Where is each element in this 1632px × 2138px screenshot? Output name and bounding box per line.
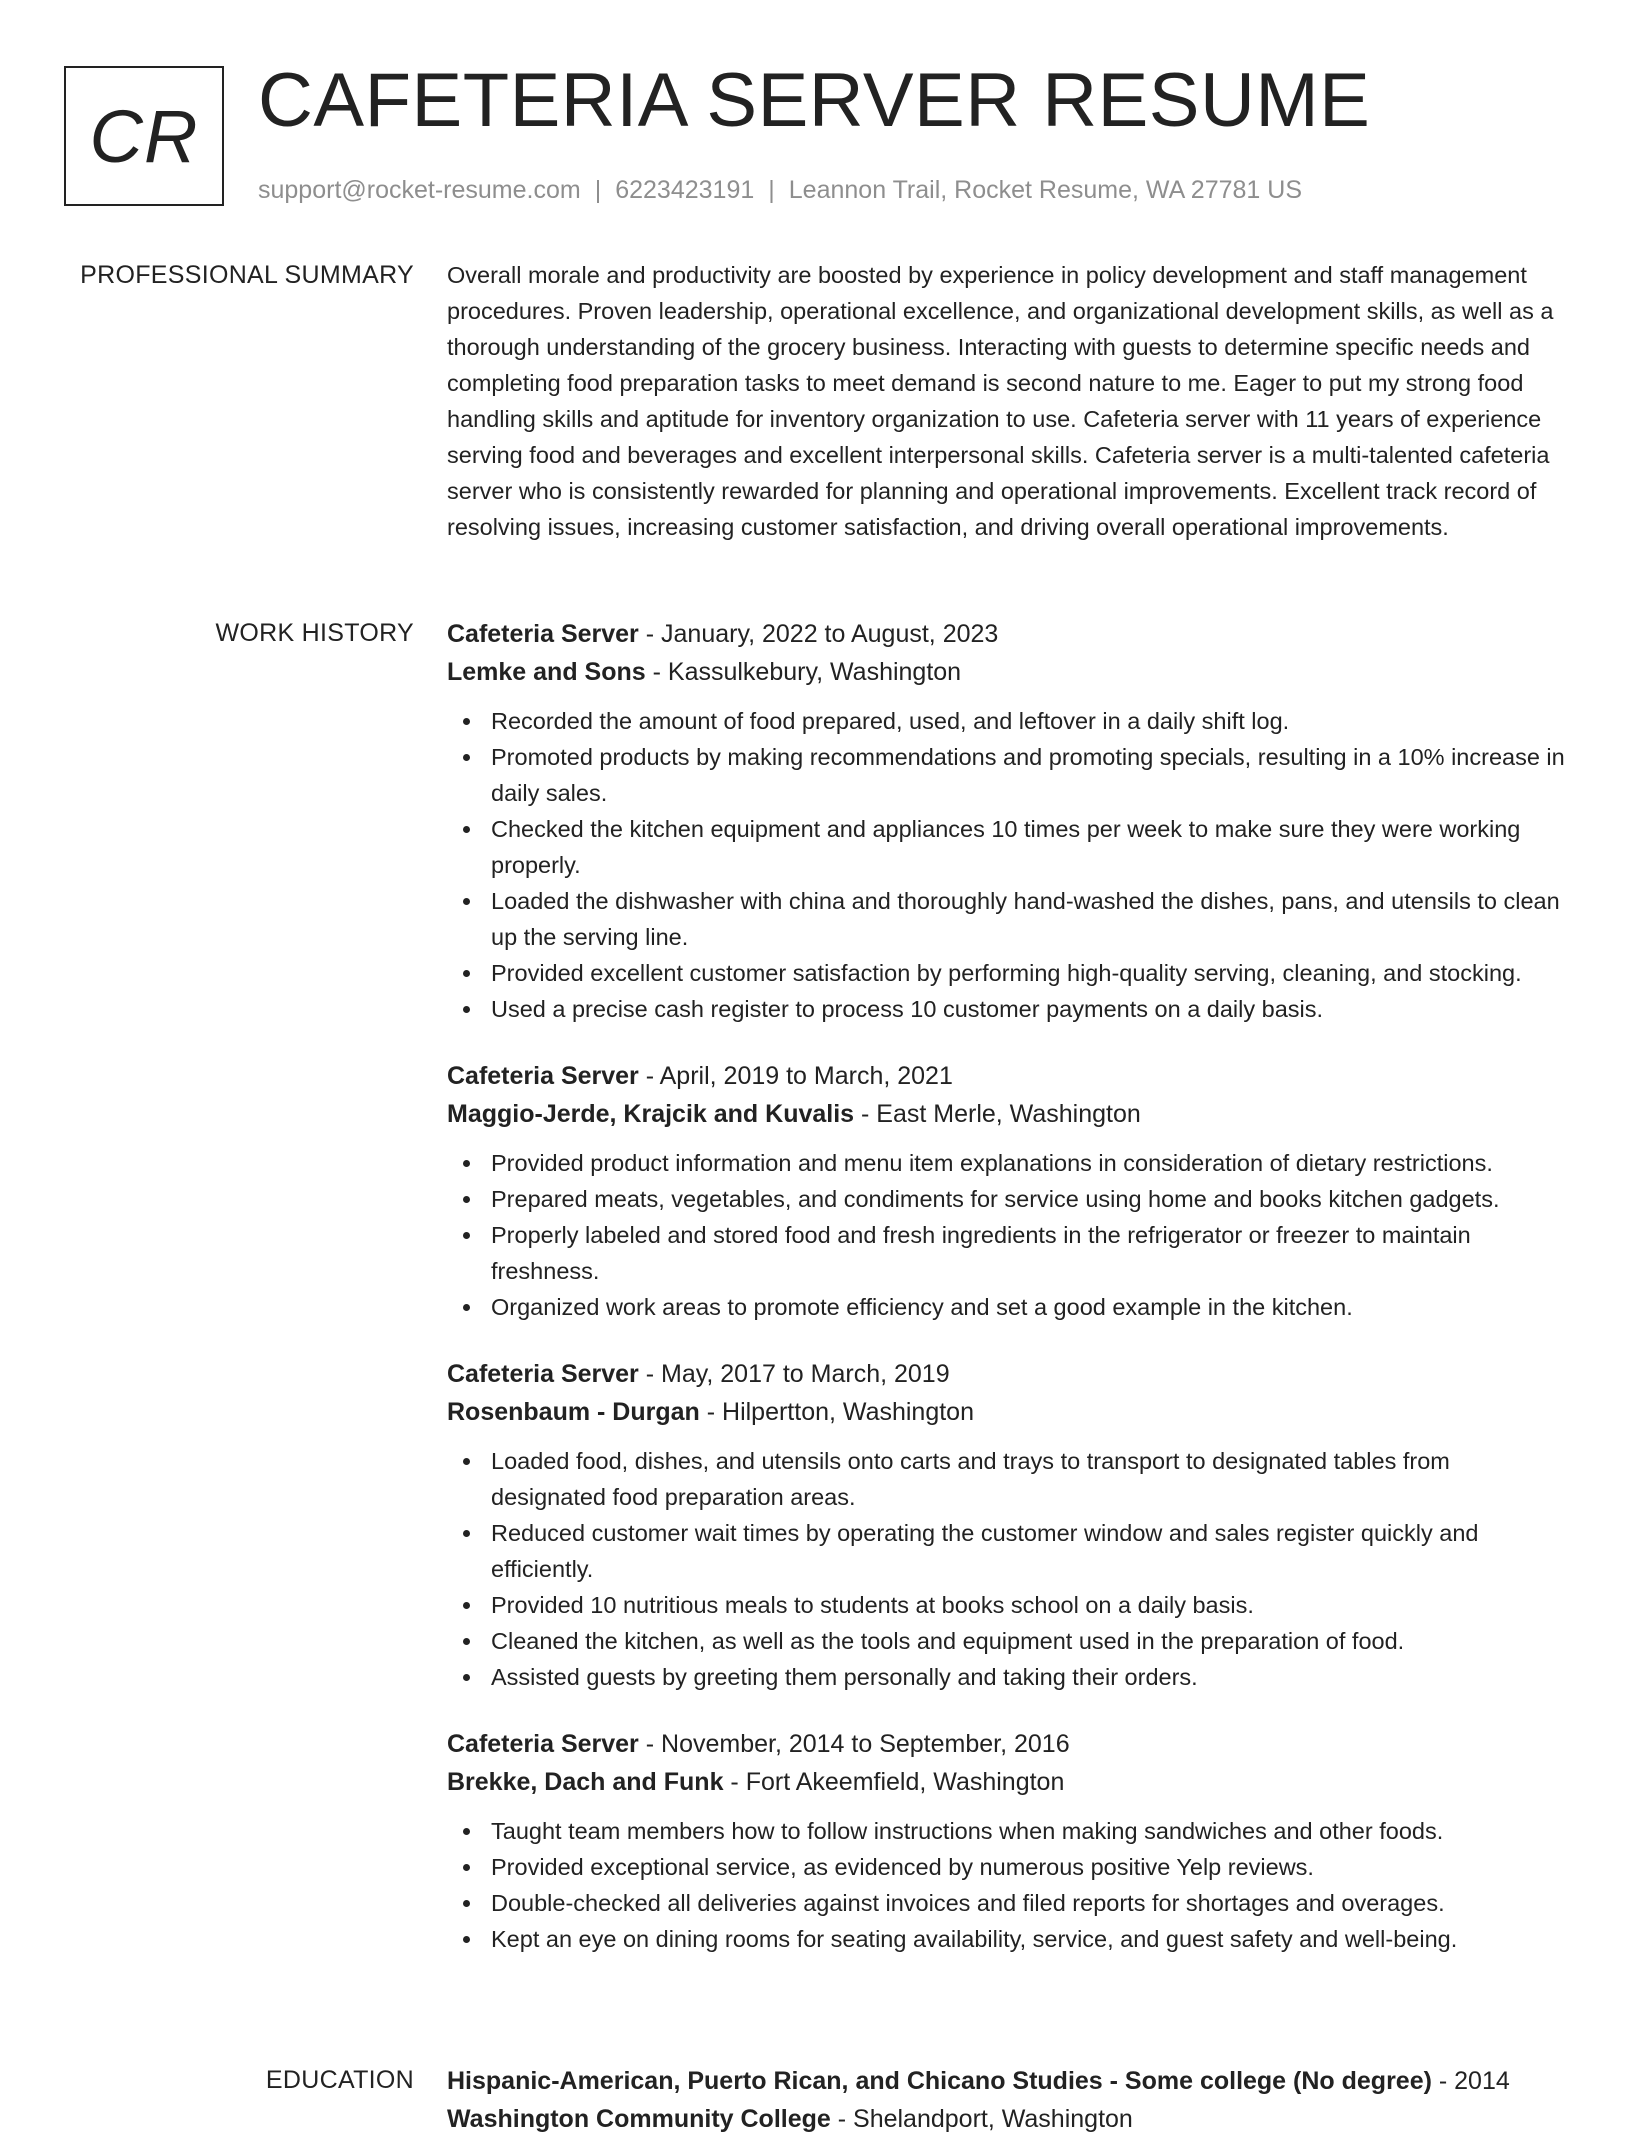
contact-email[interactable]: support@rocket-resume.com [258, 176, 581, 204]
contact-line [258, 174, 1302, 206]
education-school-line [447, 2100, 1569, 2138]
education-school-location: - Shelandport, Washington [830, 2105, 1133, 2133]
job-entry [447, 1355, 1569, 1695]
job-dates: - January, 2022 to August, 2023 [638, 620, 999, 648]
contact-address: Leannon Trail, Rocket Resume, WA 27781 US [788, 176, 1302, 204]
job-entry [447, 1057, 1569, 1325]
job-dates: - May, 2017 to March, 2019 [638, 1360, 950, 1388]
contact-separator: | [594, 176, 602, 204]
resume-title: CAFETERIA SERVER RESUME [258, 58, 1371, 143]
job-title-line [447, 1725, 1569, 1763]
education-year: - 2014 [1431, 2067, 1510, 2095]
work-history-body [447, 615, 1569, 1987]
bullet-item: Assisted guests by greeting them personally and taking their orders. [447, 1659, 1569, 1695]
bullet-item: Provided product information and menu item explanations in consideration of dietary restrictions. [447, 1145, 1569, 1181]
bullet-item: Taught team members how to follow instructions when making sandwiches and other foods. [447, 1813, 1569, 1849]
bullet-item: Loaded food, dishes, and utensils onto carts and trays to transport to designated tables from designated food preparation areas. [447, 1443, 1569, 1515]
job-company: Brekke, Dach and Funk [447, 1768, 724, 1796]
job-title-line [447, 1355, 1569, 1393]
job-bullets [447, 1145, 1569, 1325]
bullet-item: Used a precise cash register to process 10 customer payments on a daily basis. [447, 991, 1569, 1027]
job-company: Rosenbaum - Durgan [447, 1398, 700, 1426]
monogram-logo [64, 66, 224, 206]
job-company: Lemke and Sons [447, 658, 646, 686]
job-dates: - April, 2019 to March, 2021 [638, 1062, 953, 1090]
summary-body [447, 257, 1569, 545]
job-entry [447, 1725, 1569, 1957]
job-entry [447, 615, 1569, 1027]
education-heading: EDUCATION [265, 2066, 414, 2094]
bullet-item: Checked the kitchen equipment and appliances 10 times per week to make sure they were working properly. [447, 811, 1569, 883]
job-location: - Hilpertton, Washington [699, 1398, 974, 1426]
bullet-item: Promoted products by making recommendations and promoting specials, resulting in a 10% increase in daily sales. [447, 739, 1569, 811]
job-title: Cafeteria Server [447, 1730, 639, 1758]
job-dates: - November, 2014 to September, 2016 [638, 1730, 1070, 1758]
bullet-item: Properly labeled and stored food and fresh ingredients in the refrigerator or freezer to maintain freshness. [447, 1217, 1569, 1289]
education-body [447, 2062, 1569, 2138]
bullet-item: Loaded the dishwasher with china and thoroughly hand-washed the dishes, pans, and utensils to clean up the serving line. [447, 883, 1569, 955]
education-degree-line [447, 2062, 1569, 2100]
job-location: - Fort Akeemfield, Washington [723, 1768, 1065, 1796]
work-history-heading: WORK HISTORY [215, 619, 414, 647]
job-location: - Kassulkebury, Washington [645, 658, 962, 686]
bullet-item: Provided 10 nutritious meals to students at books school on a daily basis. [447, 1587, 1569, 1623]
job-location: - East Merle, Washington [854, 1100, 1141, 1128]
contact-separator: | [768, 176, 775, 204]
education-school: Washington Community College [447, 2105, 831, 2133]
job-company-line [447, 1393, 1569, 1431]
job-title-line [447, 1057, 1569, 1095]
job-company-line [447, 1095, 1569, 1133]
summary-heading: PROFESSIONAL SUMMARY [80, 261, 414, 289]
bullet-item: Prepared meats, vegetables, and condiments for service using home and books kitchen gadgets. [447, 1181, 1569, 1217]
bullet-item: Cleaned the kitchen, as well as the tools and equipment used in the preparation of food. [447, 1623, 1569, 1659]
job-bullets [447, 1813, 1569, 1957]
bullet-item: Recorded the amount of food prepared, used, and leftover in a daily shift log. [447, 703, 1569, 739]
job-title: Cafeteria Server [447, 1062, 639, 1090]
bullet-item: Kept an eye on dining rooms for seating availability, service, and guest safety and well-being. [447, 1921, 1569, 1957]
job-company-line [447, 653, 1569, 691]
job-company: Maggio-Jerde, Krajcik and Kuvalis [447, 1100, 855, 1128]
bullet-item: Reduced customer wait times by operating the customer window and sales register quickly and efficiently. [447, 1515, 1569, 1587]
job-bullets [447, 703, 1569, 1027]
bullet-item: Double-checked all deliveries against invoices and filed reports for shortages and overages. [447, 1885, 1569, 1921]
contact-phone[interactable]: 6223423191 [615, 176, 755, 204]
job-title: Cafeteria Server [447, 620, 639, 648]
job-bullets [447, 1443, 1569, 1695]
education-degree: Hispanic-American, Puerto Rican, and Chicano Studies - Some college (No degree) [447, 2067, 1432, 2095]
bullet-item: Provided exceptional service, as evidenced by numerous positive Yelp reviews. [447, 1849, 1569, 1885]
bullet-item: Organized work areas to promote efficiency and set a good example in the kitchen. [447, 1289, 1569, 1325]
job-title-line [447, 615, 1569, 653]
bullet-item: Provided excellent customer satisfaction by performing high-quality serving, cleaning, and stocking. [447, 955, 1569, 991]
job-title: Cafeteria Server [447, 1360, 639, 1388]
summary-text: Overall morale and productivity are boosted by experience in policy development and staff management procedures. Proven leadership, operational excellence, and organizational development skills, as well as a thorough understanding of the grocery business. Interacting with guests to determine specific needs and completing food preparation tasks to meet demand is second nature to me. Eager to put my strong food handling skills and aptitude for inventory organization to use. Cafeteria server with 11 years of experience serving food and beverages and excellent interpersonal skills. Cafeteria server is a multi-talented cafeteria server who is consistently rewarded for planning and operational improvements. Excellent track record of resolving issues, increasing customer satisfaction, and driving overall operational improvements. [447, 262, 1554, 540]
job-company-line [447, 1763, 1569, 1801]
monogram-initials: CR [89, 94, 199, 178]
